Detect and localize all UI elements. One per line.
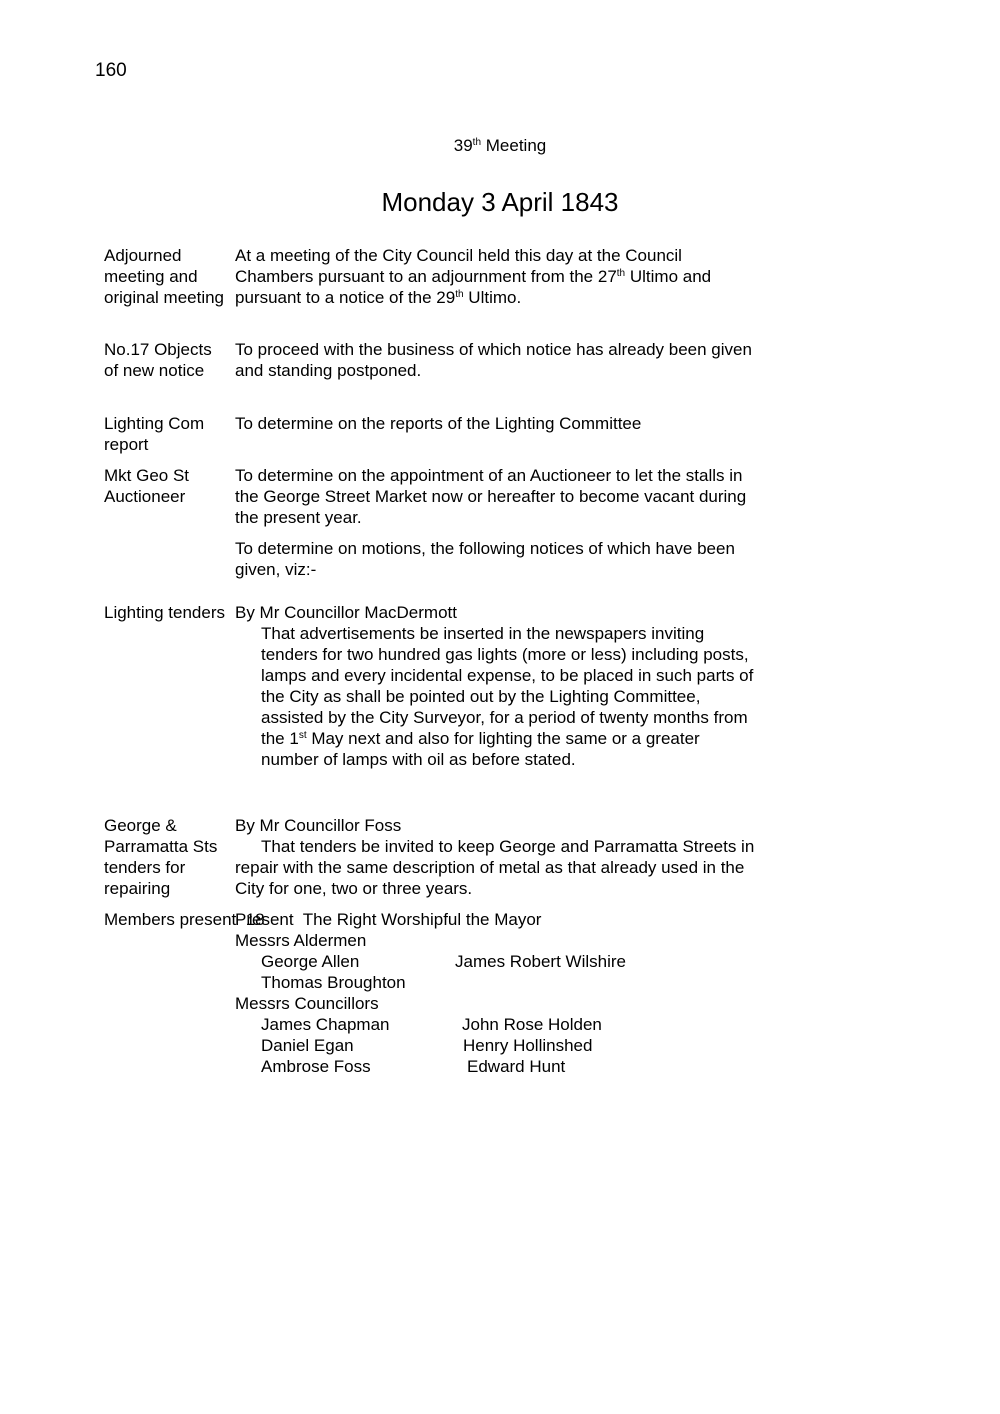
margin-note-members: Members present 18 <box>104 910 265 929</box>
attendee-name: Ambrose Foss <box>261 1057 371 1076</box>
present-line: Present The Right Worshipful the Mayor <box>235 910 542 929</box>
meeting-date: Monday 3 April 1843 <box>381 187 619 217</box>
motion-text <box>235 623 755 770</box>
attendee-row <box>235 951 755 972</box>
attendee-name: James Robert Wilshire <box>455 952 626 971</box>
margin-note-objects: No.17 Objects of new notice <box>104 340 212 380</box>
attendee-name: George Allen <box>261 952 360 971</box>
motion-text-1: That advertisements be inserted in the newspapers inviting tenders for two hundred gas lights (more or less) including posts, lamps and every incidental expense, to be placed in such parts of the City as shall be pointed out by the Lighting Committee, assisted by the City Surveyor, for a period of twenty months from the 1 <box>261 624 754 748</box>
margin-note-lighting-report: Lighting Com report <box>104 414 205 454</box>
motion-sup: st <box>298 730 307 741</box>
auctioneer-paragraph: To determine on the appointment of an Auctioneer to let the stalls in the George Street Market now or hereafter to become vacant during the present year. <box>235 466 747 527</box>
members-present <box>235 909 755 1077</box>
attendee-row <box>235 1014 755 1035</box>
intro-text-2: Ultimo and pursuant to a notice of the 29 <box>235 267 712 307</box>
councillors-heading: Messrs Councillors <box>235 994 379 1013</box>
motion-text-2: May next and also for lighting the same or a greater number of lamps with oil as before stated. <box>261 729 700 769</box>
motion-text <box>235 836 755 899</box>
meeting-label: Meeting <box>485 136 547 155</box>
attendee-name: John Rose Holden <box>462 1015 602 1034</box>
motion-mover: By Mr Councillor MacDermott <box>235 603 457 622</box>
intro-paragraph <box>235 245 755 308</box>
intro-sup-2: th <box>455 289 464 300</box>
aldermen-heading: Messrs Aldermen <box>235 931 367 950</box>
page-number: 160 <box>95 60 127 81</box>
margin-note-street-repairs: George & Parramatta Sts tenders for repairing <box>104 816 218 898</box>
meeting-number <box>0 136 1000 156</box>
intro-text-3: Ultimo. <box>463 288 522 307</box>
attendee-row <box>235 1056 755 1077</box>
margin-note-lighting-tenders: Lighting tenders <box>104 603 225 622</box>
lighting-report-paragraph: To determine on the reports of the Lighting Committee <box>235 414 642 433</box>
intro-sup-1: th <box>616 268 626 279</box>
attendee-row <box>235 972 755 993</box>
meeting-ordinal-suffix: th <box>472 137 482 148</box>
margin-note-auctioneer: Mkt Geo St Auctioneer <box>104 466 190 506</box>
attendee-name: Edward Hunt <box>467 1057 566 1076</box>
attendee-name: James Chapman <box>261 1015 390 1034</box>
motions-intro-paragraph: To determine on motions, the following notices of which have been given, viz:- <box>235 539 735 579</box>
attendee-name: Thomas Broughton <box>261 973 406 992</box>
attendee-row <box>235 1035 755 1056</box>
motion-mover: By Mr Councillor Foss <box>235 816 402 835</box>
motion-macdermott <box>235 602 755 770</box>
meeting-ordinal: 39 <box>453 136 473 155</box>
attendee-name: Henry Hollinshed <box>463 1036 593 1055</box>
business-paragraph: To proceed with the business of which notice has already been given and standing postponed. <box>235 340 752 380</box>
margin-note-adjourned: Adjourned meeting and original meeting <box>104 246 225 307</box>
intro-text-1: At a meeting of the City Council held this day at the Council Chambers pursuant to an adjournment from the 27 <box>235 246 682 286</box>
attendee-name: Daniel Egan <box>261 1036 354 1055</box>
motion-foss <box>235 815 755 899</box>
motion-text-body: That tenders be invited to keep George and Parramatta Streets in repair with the same description of metal as that already used in the City for one, two or three years. <box>235 837 755 898</box>
